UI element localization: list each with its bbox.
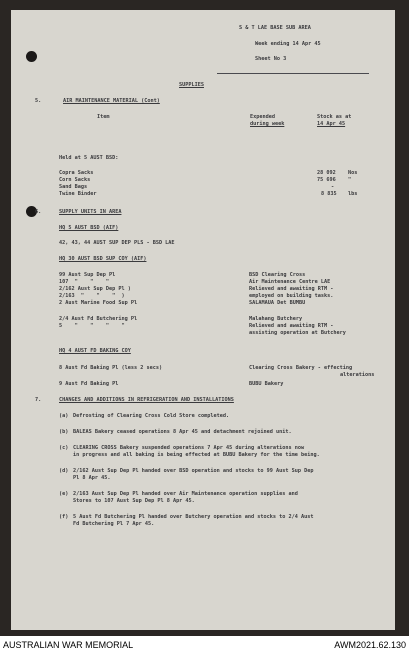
unit-line: 107 " " ": [59, 279, 109, 285]
table-row-stock: 75 696: [317, 177, 336, 183]
table-row-item: Twine Binder: [59, 191, 97, 197]
section-5-heading: AIR MAINTENANCE MATERIAL (Cont): [63, 98, 160, 104]
footer: [0, 639, 409, 653]
item-text: 2/162 Aust Sup Dep Pl handed over BSD operation and stocks to 99 Aust Sup Dep: [73, 468, 314, 474]
item-label: (b): [59, 429, 69, 435]
item-text: 2/163 Aust Sup Dep Pl handed over Air Maintenance operation supplies and: [73, 491, 298, 497]
table-row-item: Corn Sacks: [59, 177, 91, 183]
section-6-heading: SUPPLY UNITS IN AREA: [59, 209, 122, 215]
section-6-number: 6.: [35, 209, 42, 215]
unit-line: 2/4 Aust Fd Butchering Pl: [59, 316, 138, 322]
location-line: Clearing Cross Bakery - effecting: [249, 365, 353, 371]
document-page: [11, 10, 395, 630]
held-at-label: Held at 5 AUST BSD:: [59, 155, 119, 161]
item-text: 5 Aust Fd Butchering Pl handed over Butchery operation and stocks to 2/4 Aust: [73, 514, 314, 520]
table-row-stock: 28 092: [317, 170, 336, 176]
item-text: Stores to 107 Aust Sup Dep Pl 8 Apr 45.: [73, 498, 195, 504]
col-expended-header-2: during week: [250, 121, 285, 127]
location-line: Relieved and awaiting RTM -: [249, 286, 334, 292]
unit-line: 5 " " " ": [59, 323, 125, 329]
table-row-item: Copra Sacks: [59, 170, 94, 176]
location-line: assisting operation at Butchery: [249, 330, 346, 336]
item-text: CLEARING CROSS Bakery suspended operations 7 Apr 45 during alterations now: [73, 445, 305, 451]
location-line: Malahang Butchery: [249, 316, 303, 322]
location-line: Air Maintenance Centre LAE: [249, 279, 331, 285]
unit-line: 2/163 " " " ): [59, 293, 125, 299]
hq-4-baking-coy-heading: HQ 4 AUST FD BAKING COY: [59, 348, 131, 354]
table-row-unit: Nos: [348, 170, 358, 176]
table-row-unit: ": [348, 177, 352, 183]
header-rule: [217, 73, 369, 74]
unit-line: 9 Aust Fd Baking Pl: [59, 381, 119, 387]
item-text: in progress and all baking is being effected at BUBU Bakery for the time being.: [73, 452, 320, 458]
location-line: Relieved and awaiting RTM -: [249, 323, 334, 329]
unit-line: 8 Aust Fd Baking Pl (less 2 secs): [59, 365, 163, 371]
item-label: (f): [59, 514, 69, 520]
page-title: SUPPLIES: [179, 82, 204, 88]
item-label: (e): [59, 491, 69, 497]
col-item-header: Item: [97, 114, 110, 120]
col-expended-header-1: Expended: [250, 114, 275, 120]
location-line: BUBU Bakery: [249, 381, 284, 387]
header-sheet: Sheet No 3: [255, 56, 287, 62]
item-label: (c): [59, 445, 69, 451]
unit-line: 2/162 Aust Sup Dep Pl ): [59, 286, 131, 292]
section-5-number: 5.: [35, 98, 42, 104]
col-stock-header-2: 14 Apr 45: [317, 121, 346, 127]
table-row-stock: 8 835: [321, 191, 337, 197]
hq-30-bsd-sup-coy-heading: HQ 30 AUST BSD SUP COY (AIF): [59, 256, 147, 262]
punch-hole-top: [26, 51, 37, 62]
footer-catalogue-id: AWM2021.62.130: [334, 640, 406, 650]
location-line: SALAMAUA Det BUMBU: [249, 300, 306, 306]
unit-line: 99 Aust Sup Dep Pl: [59, 272, 116, 278]
header-unit: S & T LAE BASE SUB AREA: [239, 25, 311, 31]
table-row-item: Sand Bags: [59, 184, 88, 190]
item-label: (a): [59, 413, 69, 419]
location-line: BSD Clearing Cross: [249, 272, 306, 278]
table-row-unit: lbs: [348, 191, 358, 197]
table-row-stock: -: [331, 184, 335, 190]
unit-line: 2 Aust Marine Food Sup Pl: [59, 300, 138, 306]
col-stock-header-1: Stock as at: [317, 114, 352, 120]
item-text: BALEAS Bakery ceased operations 8 Apr 45 and detachment rejoined unit.: [73, 429, 292, 435]
item-text: Fd Butchering Pl 7 Apr 45.: [73, 521, 155, 527]
section-7-number: 7.: [35, 397, 42, 403]
location-line: employed on building tasks.: [249, 293, 334, 299]
section-7-heading: CHANGES AND ADDITIONS IN REFRIGERATION AND INSTALLATIONS: [59, 397, 234, 403]
location-line: alterations: [340, 372, 375, 378]
sup-dep-pls-line: 42, 43, 44 AUST SUP DEP PLS - BSD LAE: [59, 240, 175, 246]
item-text: Pl 8 Apr 45.: [73, 475, 111, 481]
item-label: (d): [59, 468, 69, 474]
footer-credit: AUSTRALIAN WAR MEMORIAL: [3, 640, 134, 650]
item-text: Defrosting of Clearing Cross Cold Store completed.: [73, 413, 230, 419]
hq-5-bsd-heading: HQ 5 AUST BSD (AIF): [59, 225, 119, 231]
header-week: Week ending 14 Apr 45: [255, 41, 321, 47]
